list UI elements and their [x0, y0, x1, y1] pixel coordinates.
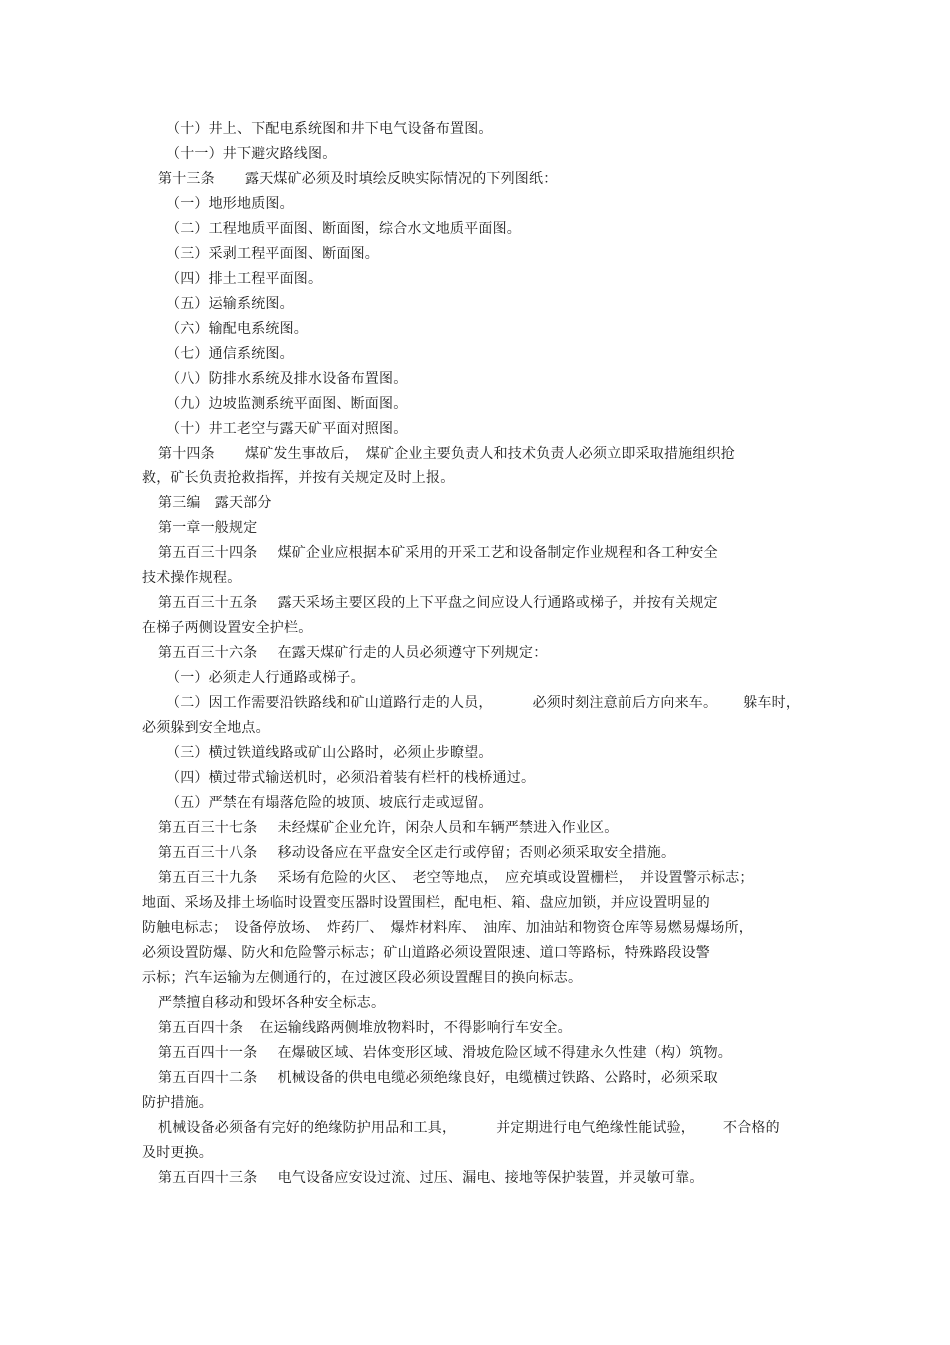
text-line: 机械设备必须备有完好的绝缘防护用品和工具， 并定期进行电气绝缘性能试验， 不合格的	[158, 1120, 780, 1136]
article-heading-line: 第五百四十一条 在爆破区域、岩体变形区域、滑坡危险区域不得建永久性建（构）筑物。	[158, 1045, 733, 1061]
text-line: （九）边坡监测系统平面图、断面图。	[166, 396, 408, 412]
text-line: （三）采剥工程平面图、断面图。	[166, 246, 379, 262]
text-line: （三）横过铁道线路或矿山公路时，必须止步瞭望。	[166, 745, 493, 761]
article-heading-line: 第五百三十九条 采场有危险的火区、 老空等地点， 应充填或设置栅栏， 并设置警示标志；	[158, 870, 754, 886]
text-line: 在梯子两侧设置安全护栏。	[142, 620, 313, 636]
text-line: （一）必须走人行通路或梯子。	[166, 670, 365, 686]
text-line: （十一）井下避灾路线图。	[166, 146, 337, 162]
text-line: （七）通信系统图。	[166, 346, 294, 362]
article-heading-line: 第五百四十条 在运输线路两侧堆放物料时，不得影响行车安全。	[158, 1020, 572, 1036]
article-heading-line: 第五百三十八条 移动设备应在平盘安全区走行或停留；否则必须采取安全措施。	[158, 845, 676, 861]
text-line: 防触电标志； 设备停放场、 炸药厂、 爆炸材料库、 油库、加油站和物资仓库等易燃易爆场所，	[142, 920, 753, 936]
article-heading-line: 第五百三十五条 露天采场主要区段的上下平盘之间应设人行通路或梯子，并按有关规定	[158, 595, 718, 611]
text-line: （十）井上、下配电系统图和井下电气设备布置图。	[166, 121, 493, 137]
article-heading-line: 第五百四十二条 机械设备的供电电缆必须绝缘良好，电缆横过铁路、公路时，必须采取	[158, 1070, 718, 1086]
text-line: 救，矿长负责抢救指挥，并按有关规定及时上报。	[142, 470, 455, 486]
text-line: （二）因工作需要沿铁路线和矿山道路行走的人员， 必须时刻注意前后方向来车。 躲车时，	[166, 695, 801, 711]
text-line: （十）井工老空与露天矿平面对照图。	[166, 421, 408, 437]
text-line: （五）严禁在有塌落危险的坡顶、坡底行走或逗留。	[166, 795, 493, 811]
text-line: （二）工程地质平面图、断面图，综合水文地质平面图。	[166, 221, 521, 237]
text-line: （六）输配电系统图。	[166, 321, 308, 337]
text-line: 示标；汽车运输为左侧通行的，在过渡区段必须设置醒目的换向标志。	[142, 970, 583, 986]
article-heading-line: 第五百三十四条 煤矿企业应根据本矿采用的开采工艺和设备制定作业规程和各工种安全	[158, 545, 718, 561]
text-line: 及时更换。	[142, 1145, 213, 1161]
text-line: （四）排土工程平面图。	[166, 271, 323, 287]
text-line: 严禁擅自移动和毁坏各种安全标志。	[158, 995, 386, 1011]
article-heading-line: 第五百三十七条 未经煤矿企业允许，闲杂人员和车辆严禁进入作业区。	[158, 820, 619, 836]
article-heading-line: 第十四条 煤矿发生事故后， 煤矿企业主要负责人和技术负责人必须立即采取措施组织抢	[158, 446, 736, 462]
text-line: （五）运输系统图。	[166, 296, 294, 312]
article-heading-line: 第五百四十三条 电气设备应安设过流、过压、漏电、接地等保护装置，并灵敏可靠。	[158, 1170, 704, 1186]
text-line: （一）地形地质图。	[166, 196, 294, 212]
text-line: （四）横过带式输送机时，必须沿着装有栏杆的栈桥通过。	[166, 770, 536, 786]
text-line: （八）防排水系统及排水设备布置图。	[166, 371, 408, 387]
text-line: 防护措施。	[142, 1095, 213, 1111]
text-line: 技术操作规程。	[142, 570, 242, 586]
text-line: 必须设置防爆、防火和危险警示标志；矿山道路必须设置限速、道口等路标，特殊路段设警	[142, 945, 710, 961]
section-heading: 第三编 露天部分	[158, 495, 272, 511]
text-line: 必须躲到安全地点。	[142, 720, 270, 736]
article-heading-line: 第十三条 露天煤矿必须及时填绘反映实际情况的下列图纸：	[158, 171, 558, 187]
text-line: 地面、采场及排土场临时设置变压器时设置围栏，配电柜、箱、盘应加锁，并应设置明显的	[142, 895, 710, 911]
chapter-heading: 第一章一般规定	[158, 520, 258, 536]
article-heading-line: 第五百三十六条 在露天煤矿行走的人员必须遵守下列规定：	[158, 645, 548, 661]
